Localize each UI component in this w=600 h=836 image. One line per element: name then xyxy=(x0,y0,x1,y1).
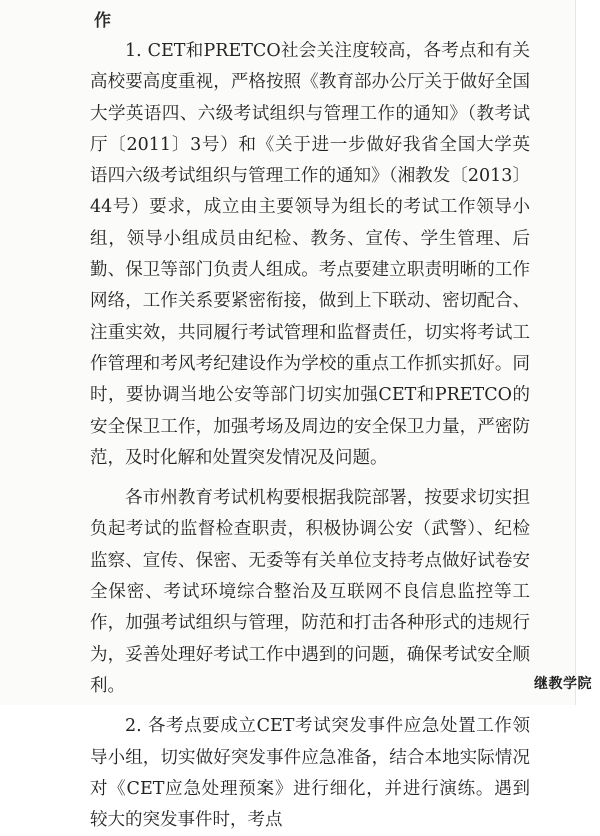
page-margin-strip xyxy=(575,0,600,705)
watermark-label: 继教学院 xyxy=(534,676,592,692)
document-body xyxy=(90,36,530,836)
heading-fragment: 作 xyxy=(94,11,111,31)
paragraph-item-3: 2. 各考点要成立CET考试突发事件应急处置工作领导小组，切实做好突发事件应急准备，结合本地实际情况对《CET应急处理预案》进行细化，并进行演练。遇到较大的突发事件时，考点 xyxy=(90,716,530,831)
paragraph-item-1: 1. CET和PRETCO社会关注度较高，各考点和有关高校要高度重视，严格按照《教育部办公厅关于做好全国大学英语四、六级考试组织与管理工作的通知》（教考试厅〔2011〕3号）和《关于进一步做好我省全国大学英语四六级考试组织与管理工作的通知》（湘教发〔2013〕44号）要求，成立由主要领导为组长的考试工作领导小组，领导小组成员由纪检、教务、宣传、学生管理、后勤、保卫等部门负责人组成。考点要建立职责明晰的工作网络，工作关系要紧密衔接，做到上下联动、密切配合、注重实效，共同履行考试管理和监督责任，切实将考试工作管理和考风考纪建设作为学校的重点工作抓实抓好。同时，要协调当地公安等部门切实加强CET和PRETCO的安全保卫工作，加强考场及周边的安全保卫力量，严密防范，及时化解和处置突发情况及问题。 xyxy=(90,41,530,468)
paragraph-item-2: 各市州教育考试机构要根据我院部署，按要求切实担负起考试的监督检查职责，积极协调公安（武警）、纪检监察、宣传、保密、无委等有关单位支持考点做好试卷安全保密、考试环境综合整治及互联网不良信息监控等工作，加强考试组织与管理，防范和打击各种形式的违规行为，妥善处理好考试工作中遇到的问题，确保考试安全顺利。 xyxy=(90,488,530,696)
